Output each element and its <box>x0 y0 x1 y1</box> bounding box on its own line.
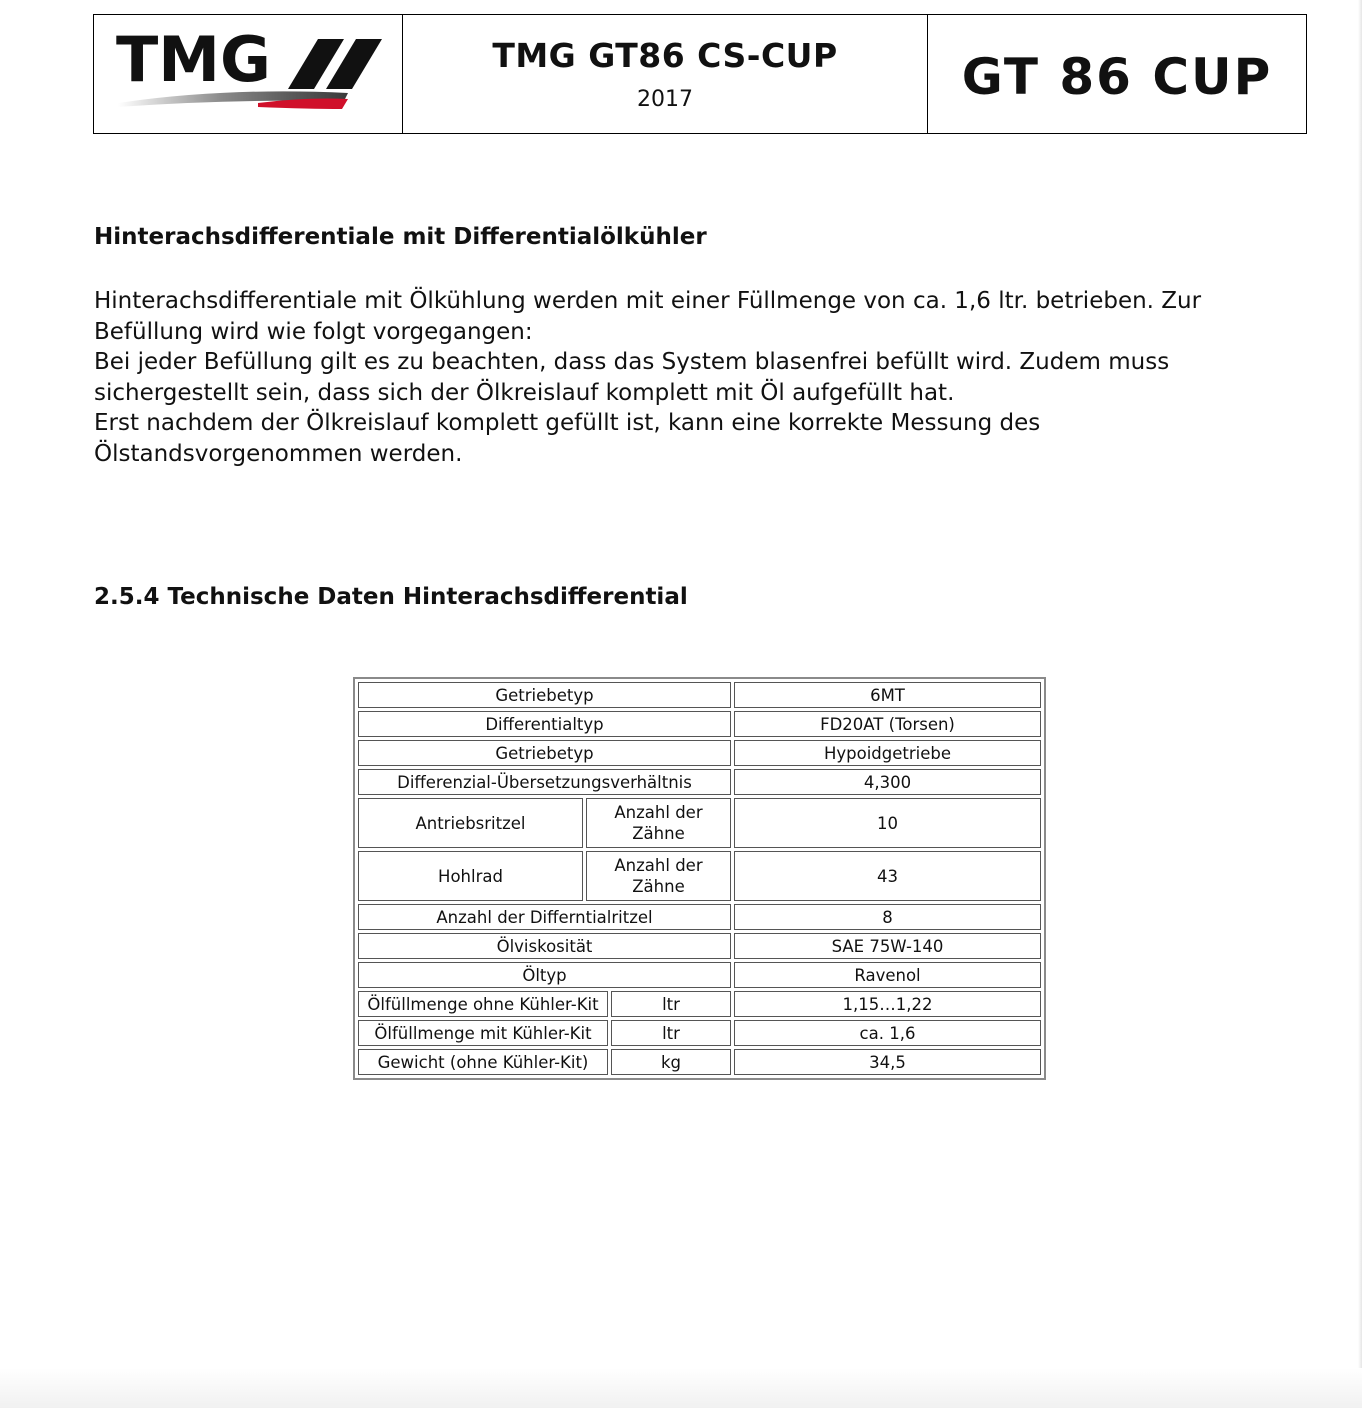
table-cell-label: Ölfüllmenge mit Kühler-Kit <box>358 1020 608 1046</box>
table-cell-label: Ölfüllmenge ohne Kühler-Kit <box>358 991 608 1017</box>
page-edge-shadow <box>1358 0 1362 1408</box>
table-cell-unit: ltr <box>611 1020 731 1046</box>
table-cell-value: ca. 1,6 <box>734 1020 1041 1046</box>
table-row <box>358 991 1041 1017</box>
table-row <box>358 740 1041 766</box>
table-row <box>358 682 1041 708</box>
table-cell-label: Öltyp <box>358 962 731 988</box>
table-cell-value: 6MT <box>734 682 1041 708</box>
table-cell-label: Hohlrad <box>358 851 583 901</box>
table-row <box>358 1020 1041 1046</box>
paragraph: Bei jeder Befüllung gilt es zu beachten, dass das System blasenfrei befüllt wird. Zudem muss sichergestellt sein, dass sich der Ölkreislauf komplett mit Öl aufgefüllt hat. <box>94 349 1170 406</box>
table-cell-value: Hypoidgetriebe <box>734 740 1041 766</box>
table-cell-value: Ravenol <box>734 962 1041 988</box>
table-cell-label: Differenzial-Übersetzungsverhältnis <box>358 769 731 795</box>
table-cell-label: Getriebetyp <box>358 740 731 766</box>
table-row <box>358 798 1041 848</box>
table-cell-label: Gewicht (ohne Kühler-Kit) <box>358 1049 608 1075</box>
document-year: 2017 <box>637 87 693 112</box>
table-cell-sublabel: Anzahl der Zähne <box>586 851 731 901</box>
table-row <box>358 962 1041 988</box>
table-row <box>358 1049 1041 1075</box>
document-title: TMG GT86 CS-CUP <box>492 36 838 75</box>
tmg-logo-cell <box>94 15 403 133</box>
table-cell-label: Antriebsritzel <box>358 798 583 848</box>
table-row <box>358 933 1041 959</box>
tmg-logo-text: TMG <box>116 29 271 96</box>
table-cell-unit: ltr <box>611 991 731 1017</box>
document-header <box>93 14 1307 134</box>
table-cell-value: 1,15…1,22 <box>734 991 1041 1017</box>
section-heading-oil-cooler: Hinterachsdifferentiale mit Differentialölkühler <box>94 224 707 250</box>
header-title-cell <box>403 15 928 133</box>
paragraph: Hinterachsdifferentiale mit Ölkühlung werden mit einer Füllmenge von ca. 1,6 ltr. betrieben. Zur Befüllung wird wie folgt vorgegangen: <box>94 288 1202 345</box>
table-cell-label: Ölviskosität <box>358 933 731 959</box>
gt86-cup-logo-icon <box>942 44 1292 104</box>
table-cell-value: 43 <box>734 851 1041 901</box>
table-row <box>358 851 1041 901</box>
table-cell-value: 4,300 <box>734 769 1041 795</box>
page-bottom-shade <box>0 1368 1362 1408</box>
technical-data-table <box>353 677 1046 1080</box>
table-cell-label: Anzahl der Differntialritzel <box>358 904 731 930</box>
table-row <box>358 711 1041 737</box>
table-cell-value: 8 <box>734 904 1041 930</box>
table-row <box>358 769 1041 795</box>
table-cell-unit: kg <box>611 1049 731 1075</box>
paragraph: Erst nachdem der Ölkreislauf komplett gefüllt ist, kann eine korrekte Messung des Ölstandsvorgenommen werden. <box>94 410 1041 467</box>
table-cell-value: 10 <box>734 798 1041 848</box>
table-cell-label: Getriebetyp <box>358 682 731 708</box>
gt86-cup-logo-cell <box>928 15 1306 133</box>
section-heading-technical-data: 2.5.4 Technische Daten Hinterachsdifferential <box>94 584 688 610</box>
table-cell-sublabel: Anzahl der Zähne <box>586 798 731 848</box>
tmg-logo-icon <box>108 29 388 119</box>
table-cell-value: SAE 75W-140 <box>734 933 1041 959</box>
table-cell-value: FD20AT (Torsen) <box>734 711 1041 737</box>
table-row <box>358 904 1041 930</box>
table-cell-value: 34,5 <box>734 1049 1041 1075</box>
gt86-cup-logo-text: GT 86 CUP <box>961 48 1273 104</box>
table-cell-label: Differentialtyp <box>358 711 731 737</box>
section-body-oil-cooler <box>94 286 1294 469</box>
